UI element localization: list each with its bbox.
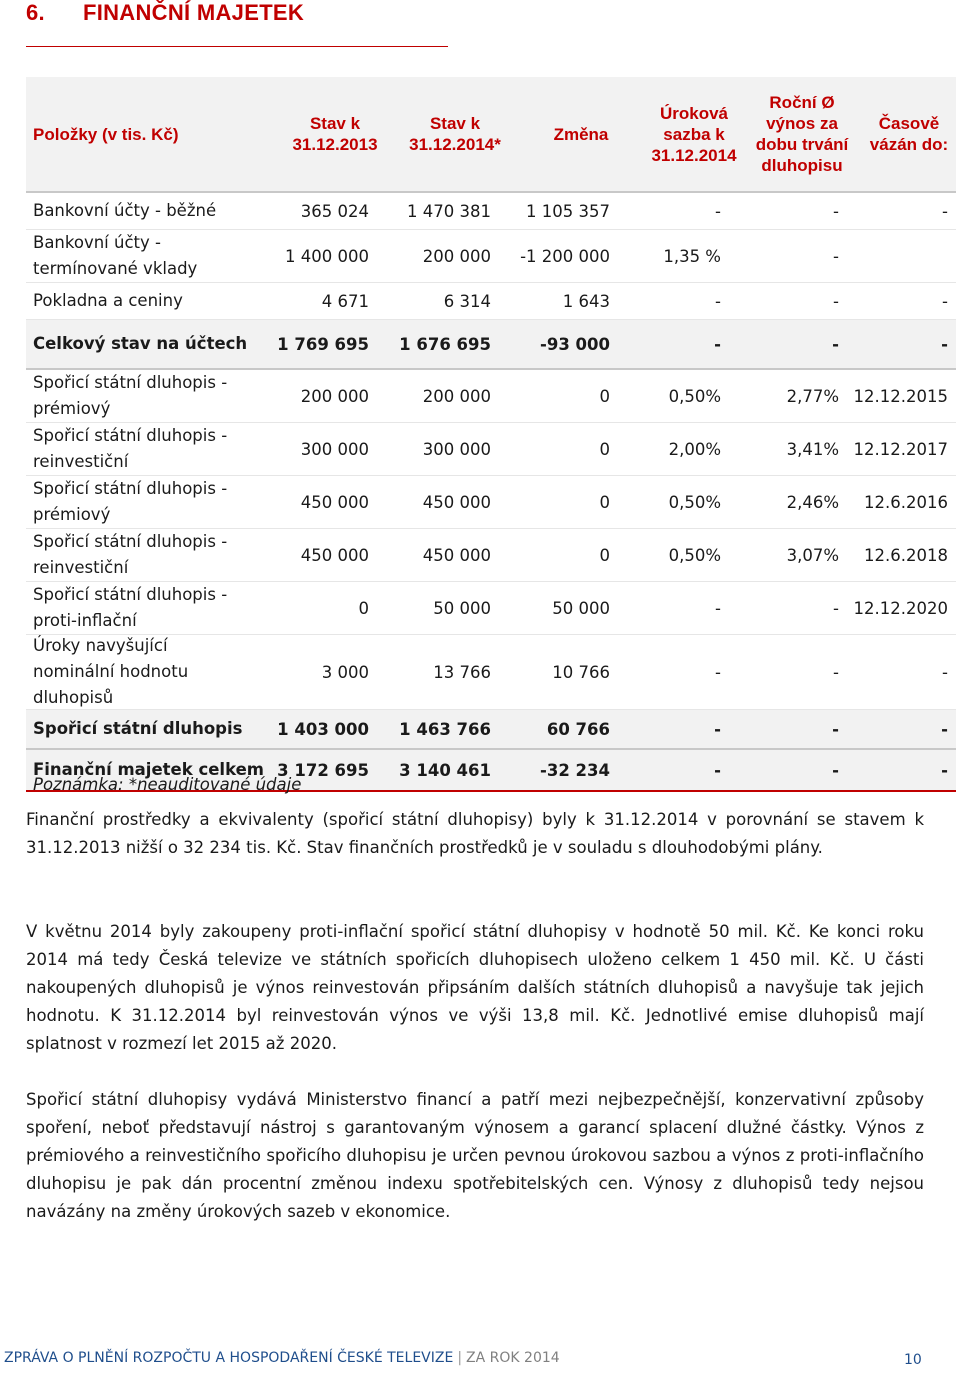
cell-vazan-do: - [942,291,948,311]
cell-zmena: 50 000 [552,598,610,618]
cell-rocni-vynos: - [832,719,839,739]
footer-title: ZPRÁVA O PLNĚNÍ ROZPOČTU A HOSPODAŘENÍ ČESKÉ TELEVIZE [4,1350,454,1366]
section-number: 6. [26,0,45,25]
cell-zmena: -32 234 [540,760,610,780]
cell-zmena: 1 105 357 [526,201,610,221]
cell-vazan-do: - [941,760,948,780]
cell-vazan-do: 12.6.2018 [864,545,948,565]
header-label: Časově vázán do: [869,114,949,154]
cell-stav-2014: 13 766 [433,662,491,682]
table-header [26,77,956,193]
header-label: Stav k 31.12.2013 [292,114,378,154]
cell-vazan-do: - [941,719,948,739]
cell-rocni-vynos: - [832,334,839,354]
cell-urokova-sazba: 0,50% [668,386,721,406]
table-row [26,423,956,476]
cell-urokova-sazba: 1,35 % [663,246,721,266]
cell-vazan-do: 12.12.2017 [853,439,948,459]
table-row [26,529,956,582]
cell-rocni-vynos: - [832,760,839,780]
header-label: Roční Ø výnos za dobu trvání dluhopisu [755,93,849,175]
cell-zmena: 0 [599,492,610,512]
row-label: Spořicí státní dluhopis - proti-inflační [33,585,228,630]
cell-urokova-sazba: - [715,662,721,682]
header-label [26,77,283,191]
cell-stav-2013: 450 000 [300,545,369,565]
cell-zmena: 0 [599,439,610,459]
cell-stav-2014: 1 463 766 [399,719,491,739]
table-row [26,710,956,750]
cell-stav-2013: 1 400 000 [285,246,369,266]
header-label: Stav k 31.12.2014* [409,114,501,154]
cell-zmena: -1 200 000 [520,246,610,266]
row-label: Spořicí státní dluhopis - prémiový [33,373,228,418]
cell-rocni-vynos: - [833,598,839,618]
cell-zmena: 0 [599,545,610,565]
cell-stav-2014: 50 000 [433,598,491,618]
heading-underline [26,46,448,47]
table-row [26,582,956,635]
cell-stav-2013: 450 000 [300,492,369,512]
cell-urokova-sazba: 0,50% [668,492,721,512]
cell-rocni-vynos: 3,07% [786,545,839,565]
cell-rocni-vynos: - [833,246,839,266]
header-label: Úroková sazba k 31.12.2014 [651,103,737,165]
table-note: Poznámka: *neauditované údaje [33,775,302,794]
section-title: FINANČNÍ MAJETEK [82,0,305,25]
cell-rocni-vynos: 3,41% [786,439,839,459]
cell-stav-2013: 1 403 000 [277,719,369,739]
row-label: Spořicí státní dluhopis - prémiový [33,479,228,524]
cell-vazan-do: 12.12.2020 [853,598,948,618]
cell-stav-2014: 450 000 [422,492,491,512]
cell-zmena: 60 766 [546,719,610,739]
cell-stav-2013: 1 769 695 [277,334,369,354]
cell-zmena: 0 [599,386,610,406]
cell-urokova-sazba: - [714,334,721,354]
row-label: Úroky navyšující nominální hodnotu dluhopisů [33,636,189,707]
paragraph-2: V květnu 2014 byly zakoupeny proti-inflační spořicí státní dluhopisy v hodnotě 50 mil. Kč. Ke konci roku 2014 má tedy Česká televize ve státních spořicích dluhopisech uloženo celkem 1 450 mil. Kč. U části nakoupených dluhopisů je výnos reinvestován připsáním dalších státních dluhopisů a navyšuje tak jejich hodnotu. K 31.12.2014 byl reinvestován výnos ve výši 13,8 mil. Kč. Jednotlivé emise dluhopisů mají splatnost v rozmezí let 2015 až 2020. [26,922,924,1053]
paragraph-3: Spořicí státní dluhopisy vydává Ministerstvo financí a patří mezi nejbezpečnější, konzervativní způsoby spoření, neboť představují nástroj s garantovaným výnosem a garancí splacení dlužné částky. Výnos z prémiového a reinvestičního spořicího dluhopisu je určen pevnou úrokovou sazbou a výnos z proti-inflačního dluhopisu je pak dán procentní změnou indexu spotřebitelských cen. Výnosy z dluhopisů tedy nejsou navázány na změny úrokových sazeb v ekonomice. [26,1090,924,1221]
row-label: Finanční majetek celkem [33,760,264,779]
table-row [26,283,956,320]
table-row [26,193,956,230]
row-label: Spořicí státní dluhopis - reinvestiční [33,532,228,577]
cell-stav-2013: 3 000 [321,662,369,682]
cell-zmena: 10 766 [552,662,610,682]
header-rocni-vynos [742,77,862,191]
cell-rocni-vynos: 2,46% [786,492,839,512]
table-row [26,370,956,423]
footer-separator: | [457,1350,463,1366]
header-label: Položky (v tis. Kč) [33,124,179,144]
cell-vazan-do: 12.6.2016 [864,492,948,512]
cell-urokova-sazba: 2,00% [668,439,721,459]
page-number: 10 [904,1352,922,1368]
row-label: Spořicí státní dluhopis [33,719,243,738]
cell-stav-2014: 6 314 [443,291,491,311]
cell-urokova-sazba: - [715,598,721,618]
header-vazan-do [862,77,956,191]
cell-urokova-sazba: - [715,201,721,221]
cell-stav-2013: 4 671 [321,291,369,311]
cell-urokova-sazba: - [714,760,721,780]
cell-stav-2013: 0 [358,598,369,618]
header-zmena [516,77,646,191]
table-row [26,476,956,529]
header-stav-2013 [276,77,394,191]
cell-stav-2013: 365 024 [300,201,369,221]
cell-stav-2014: 300 000 [422,439,491,459]
cell-stav-2014: 1 676 695 [399,334,491,354]
cell-vazan-do [828,230,948,282]
cell-vazan-do: 12.12.2015 [853,386,948,406]
cell-stav-2014: 1 470 381 [407,201,491,221]
cell-zmena: -93 000 [540,334,610,354]
cell-stav-2014: 450 000 [422,545,491,565]
paragraph-1: Finanční prostředky a ekvivalenty (spořicí státní dluhopisy) byly k 31.12.2014 v porovnání se stavem k 31.12.2013 nižší o 32 234 tis. Kč. Stav finančních prostředků je v souladu s dlouhodobými plány. [26,810,924,857]
financial-assets-table [26,77,956,792]
header-label: Změna [553,124,609,144]
cell-stav-2014: 3 140 461 [399,760,491,780]
cell-rocni-vynos: - [833,201,839,221]
table-row [26,635,956,710]
cell-stav-2014: 200 000 [422,246,491,266]
footer-year: ZA ROK 2014 [466,1350,560,1366]
cell-rocni-vynos: - [833,662,839,682]
cell-stav-2013: 200 000 [300,386,369,406]
cell-stav-2013: 300 000 [300,439,369,459]
cell-vazan-do: - [942,201,948,221]
row-label: Bankovní účty - běžné [33,201,217,220]
table-row [26,320,956,370]
cell-rocni-vynos: 2,77% [786,386,839,406]
cell-urokova-sazba: - [715,291,721,311]
cell-vazan-do: - [942,662,948,682]
row-label: Celkový stav na účtech [33,334,248,353]
section-heading [26,0,304,26]
row-label: Spořicí státní dluhopis - reinvestiční [33,426,228,471]
cell-urokova-sazba: - [714,719,721,739]
cell-stav-2014: 200 000 [422,386,491,406]
cell-stav-2013: 3 172 695 [277,760,369,780]
row-label: Pokladna a ceniny [33,291,183,310]
table-body [26,193,956,792]
cell-urokova-sazba: 0,50% [668,545,721,565]
cell-vazan-do: - [941,334,948,354]
page-footer [4,1350,560,1366]
table-row [26,230,956,283]
header-urokova-sazba [646,77,742,191]
header-stav-2014 [394,77,516,191]
cell-zmena: 1 643 [562,291,610,311]
row-label: Bankovní účty - termínované vklady [33,233,198,278]
cell-rocni-vynos: - [833,291,839,311]
